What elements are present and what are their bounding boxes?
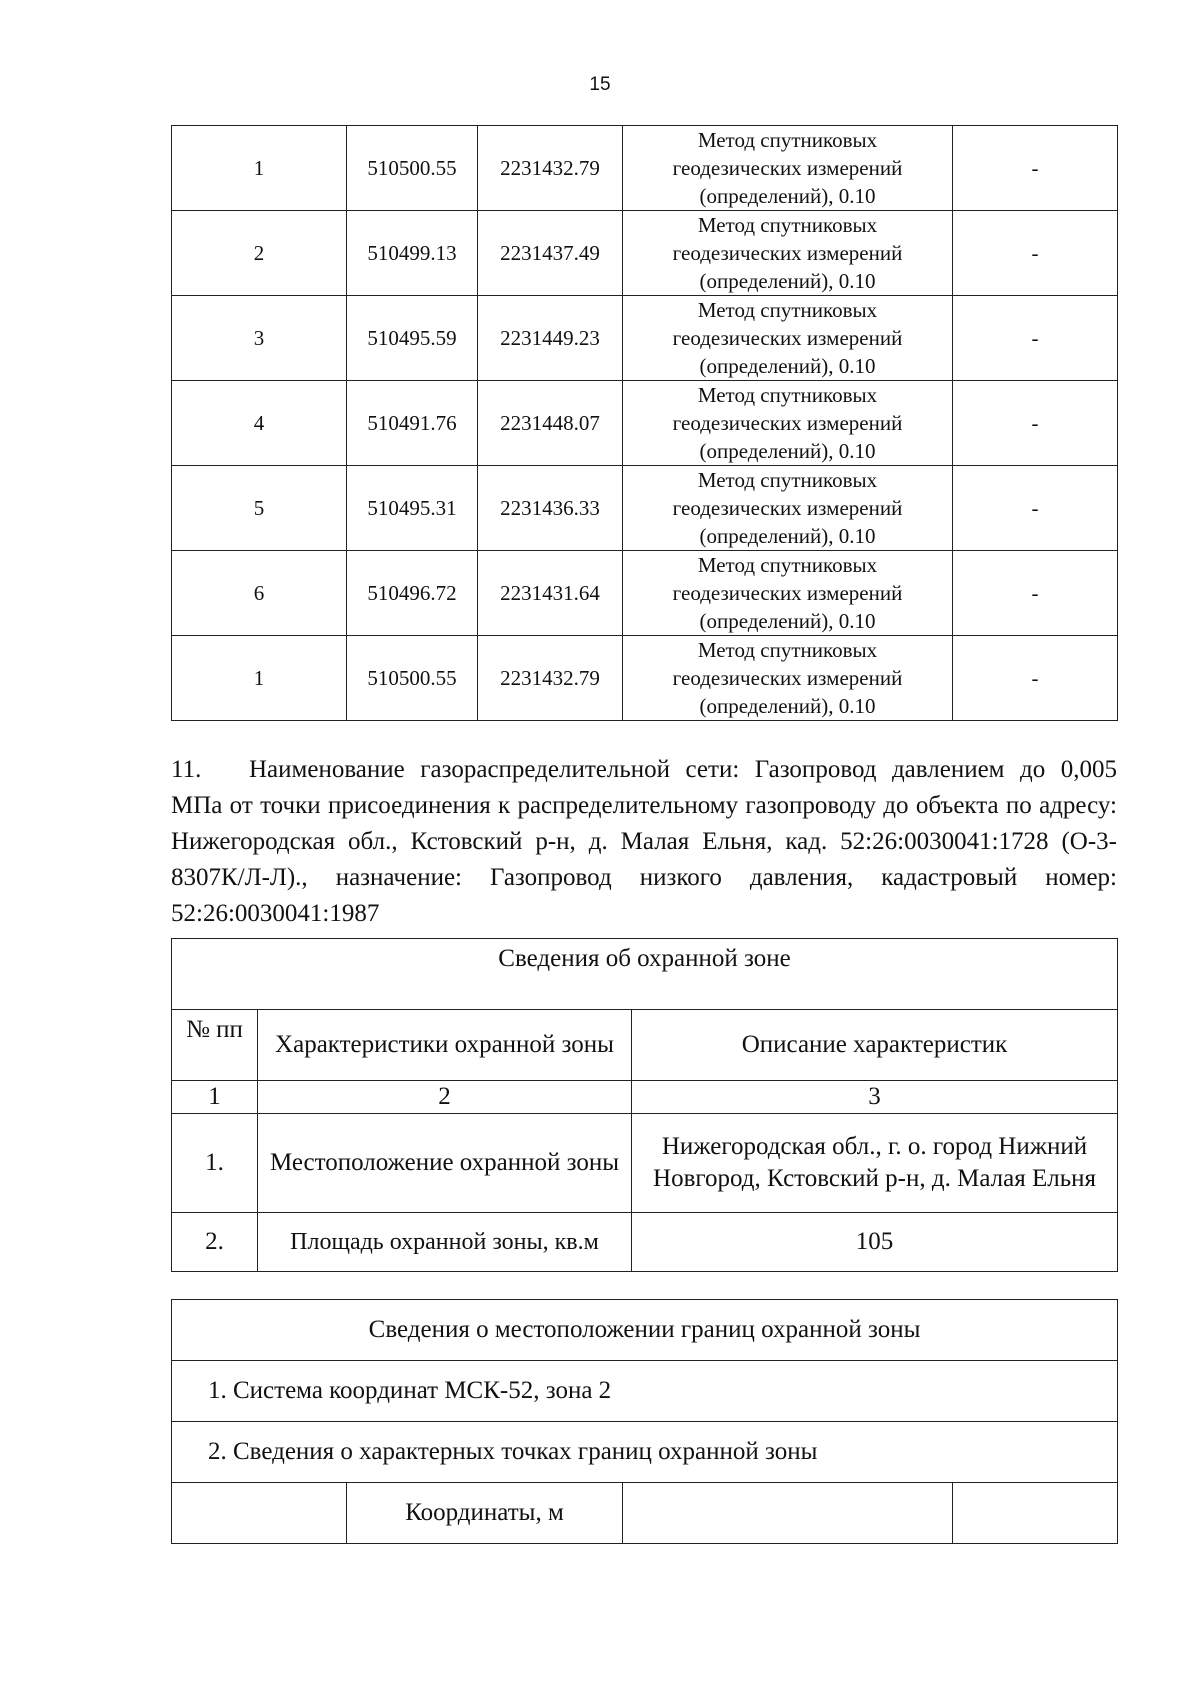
note-cell: - bbox=[953, 551, 1118, 636]
method-line: Метод спутниковых bbox=[697, 638, 878, 662]
coord-x: 510496.72 bbox=[347, 551, 478, 636]
coordinate-row bbox=[172, 551, 1118, 636]
method-line: геодезических измерений bbox=[672, 241, 903, 265]
method-line: (определений), 0.10 bbox=[699, 354, 876, 378]
note-cell: - bbox=[953, 296, 1118, 381]
point-number: 3 bbox=[172, 296, 347, 381]
zone-row-number: 1. bbox=[172, 1114, 258, 1213]
coord-y: 2231432.79 bbox=[478, 126, 623, 211]
index-cell: 1 bbox=[172, 1081, 258, 1114]
method-line: (определений), 0.10 bbox=[699, 694, 876, 718]
method-cell bbox=[623, 551, 953, 636]
index-cell: 2 bbox=[258, 1081, 632, 1114]
method-cell bbox=[623, 211, 953, 296]
coord-y: 2231432.79 bbox=[478, 636, 623, 721]
section-11 bbox=[171, 752, 1117, 932]
method-line: (определений), 0.10 bbox=[699, 524, 876, 548]
coord-x: 510491.76 bbox=[347, 381, 478, 466]
coord-y: 2231431.64 bbox=[478, 551, 623, 636]
section-number: 11. bbox=[171, 756, 202, 783]
method-line: (определений), 0.10 bbox=[699, 609, 876, 633]
note-cell: - bbox=[953, 126, 1118, 211]
method-line: Метод спутниковых bbox=[697, 298, 878, 322]
point-number: 4 bbox=[172, 381, 347, 466]
method-line: Метод спутниковых bbox=[697, 383, 878, 407]
coord-x: 510495.31 bbox=[347, 466, 478, 551]
point-number: 6 bbox=[172, 551, 347, 636]
method-cell bbox=[623, 381, 953, 466]
method-line: (определений), 0.10 bbox=[699, 269, 876, 293]
coord-y: 2231449.23 bbox=[478, 296, 623, 381]
index-cell: 3 bbox=[632, 1081, 1118, 1114]
method-line: геодезических измерений bbox=[672, 156, 903, 180]
zone-row-characteristic: Местоположение охранной зоны bbox=[258, 1114, 632, 1213]
coord-x: 510495.59 bbox=[347, 296, 478, 381]
boundary-location-table bbox=[171, 1299, 1118, 1544]
header-description: Описание характеристик bbox=[632, 1010, 1118, 1081]
method-line: Метод спутниковых bbox=[697, 128, 878, 152]
method-cell bbox=[623, 636, 953, 721]
coordinates-label: Координаты, м bbox=[347, 1483, 623, 1544]
bounds-table-title: Сведения о местоположении границ охранной зоны bbox=[172, 1300, 1118, 1361]
zone-table-title: Сведения об охранной зоне bbox=[172, 939, 1118, 1010]
method-cell bbox=[623, 466, 953, 551]
method-line: геодезических измерений bbox=[672, 326, 903, 350]
characteristic-points-row: 2. Сведения о характерных точках границ охранной зоны bbox=[172, 1422, 1118, 1483]
method-line: геодезических измерений bbox=[672, 581, 903, 605]
header-characteristic: Характеристики охранной зоны bbox=[258, 1010, 632, 1081]
coord-x: 510500.55 bbox=[347, 126, 478, 211]
empty-cell bbox=[623, 1483, 953, 1544]
coordinate-row bbox=[172, 381, 1118, 466]
method-line: Метод спутниковых bbox=[697, 468, 878, 492]
zone-row-description: 105 bbox=[632, 1213, 1118, 1272]
coordinate-row bbox=[172, 636, 1118, 721]
zone-row-number: 2. bbox=[172, 1213, 258, 1272]
coord-x: 510500.55 bbox=[347, 636, 478, 721]
coord-x: 510499.13 bbox=[347, 211, 478, 296]
protection-zone-table bbox=[171, 938, 1118, 1272]
method-cell bbox=[623, 296, 953, 381]
point-number: 2 bbox=[172, 211, 347, 296]
coordinate-system-row: 1. Система координат МСК-52, зона 2 bbox=[172, 1361, 1118, 1422]
point-number: 1 bbox=[172, 636, 347, 721]
empty-cell bbox=[172, 1483, 347, 1544]
method-cell bbox=[623, 126, 953, 211]
method-line: геодезических измерений bbox=[672, 411, 903, 435]
page-number: 15 bbox=[589, 74, 611, 95]
note-cell: - bbox=[953, 466, 1118, 551]
coordinate-row bbox=[172, 296, 1118, 381]
point-number: 1 bbox=[172, 126, 347, 211]
coord-y: 2231448.07 bbox=[478, 381, 623, 466]
method-line: геодезических измерений bbox=[672, 666, 903, 690]
method-line: геодезических измерений bbox=[672, 496, 903, 520]
note-cell: - bbox=[953, 211, 1118, 296]
coordinate-row bbox=[172, 466, 1118, 551]
header-number: № пп bbox=[172, 1010, 258, 1081]
coordinates-table bbox=[171, 125, 1118, 721]
coord-y: 2231436.33 bbox=[478, 466, 623, 551]
method-line: (определений), 0.10 bbox=[699, 184, 876, 208]
coordinate-row bbox=[172, 126, 1118, 211]
note-cell: - bbox=[953, 381, 1118, 466]
section-text: Наименование газораспределительной сети: Газопровод давлением до 0,005 МПа от точки присоединения к распределительному газопроводу до объекта по адресу: Нижегородская обл., Кстовский р-н, д. Малая Ельня, кад. 52:26:0030041:1728 (О-3-8307К/Л-Л)., назначение: Газопровод низкого давления, кадастровый номер: 52:26:0030041:1987 bbox=[171, 756, 1117, 927]
note-cell: - bbox=[953, 636, 1118, 721]
point-number: 5 bbox=[172, 466, 347, 551]
coord-y: 2231437.49 bbox=[478, 211, 623, 296]
empty-cell bbox=[953, 1483, 1118, 1544]
zone-row-characteristic: Площадь охранной зоны, кв.м bbox=[258, 1213, 632, 1272]
method-line: Метод спутниковых bbox=[697, 553, 878, 577]
zone-row-description: Нижегородская обл., г. о. город Нижний Новгород, Кстовский р-н, д. Малая Ельня bbox=[632, 1114, 1118, 1213]
method-line: (определений), 0.10 bbox=[699, 439, 876, 463]
coordinate-row bbox=[172, 211, 1118, 296]
method-line: Метод спутниковых bbox=[697, 213, 878, 237]
